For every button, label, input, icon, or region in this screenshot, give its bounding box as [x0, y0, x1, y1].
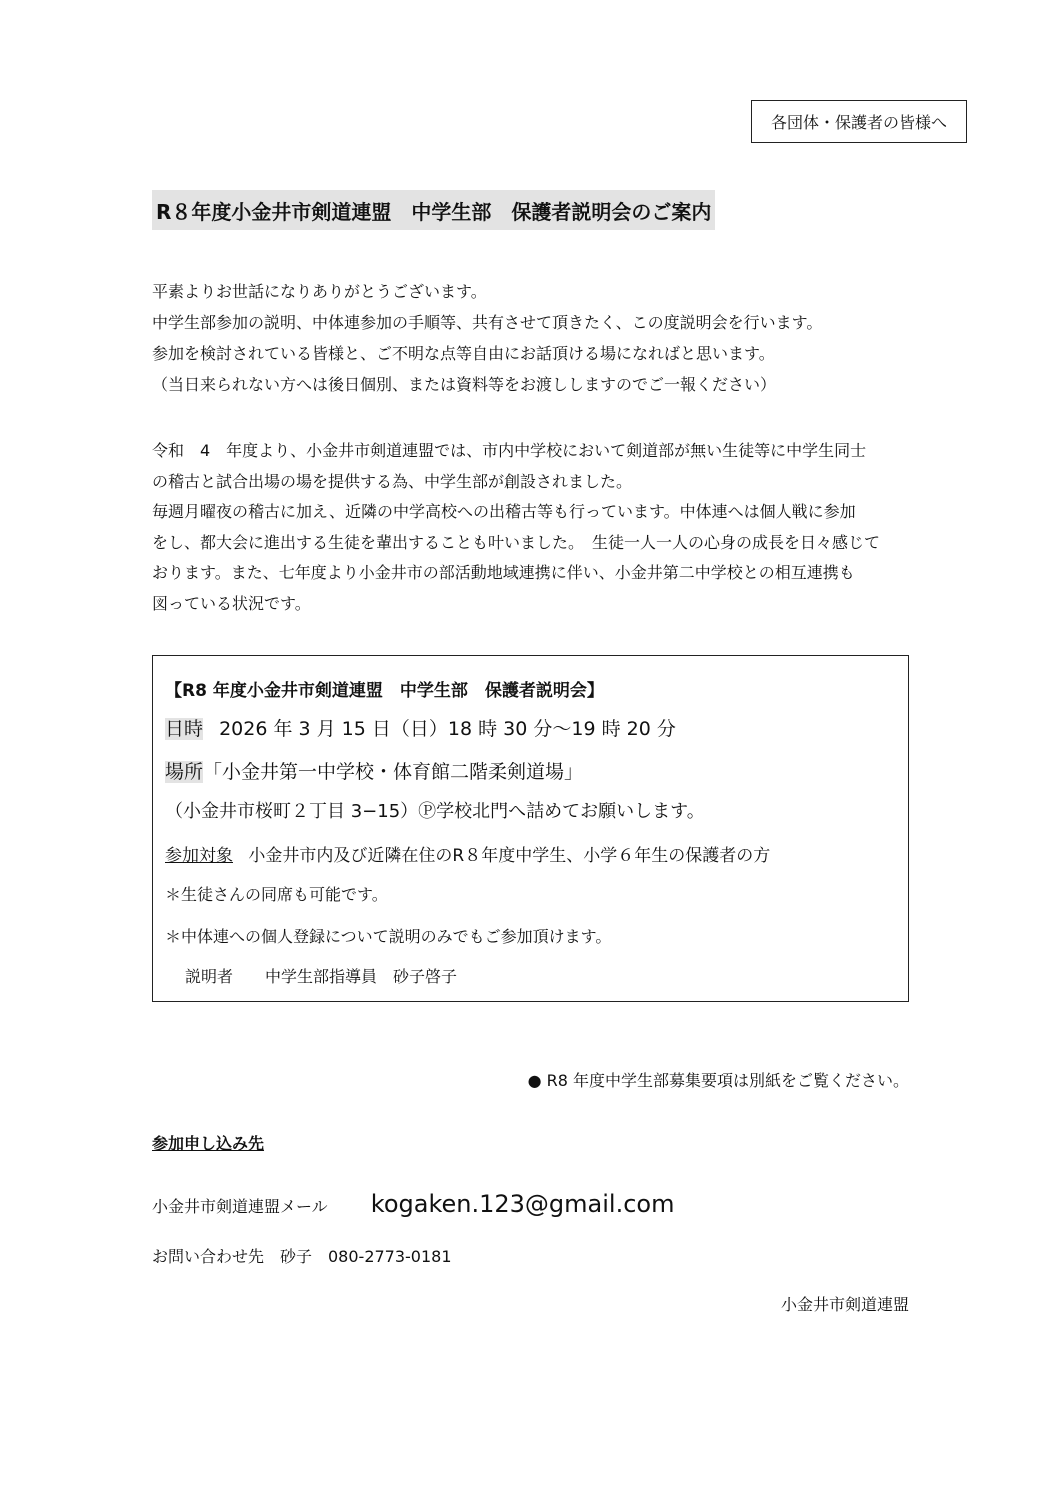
meeting-note: ＊中体連への個人登録について説明のみでもご参加頂けます。 [165, 927, 612, 946]
date-value: 2026 年 3 月 15 日（日）18 時 30 分～19 時 20 分 [219, 718, 676, 740]
email-row [152, 1190, 674, 1218]
place-label: 場所 [165, 761, 204, 783]
signature: 小金井市剣道連盟 [780, 1295, 909, 1314]
apply-heading: 参加申し込み先 [152, 1134, 265, 1153]
intro-line: （当日来られない方へは後日個別、または資料等をお渡ししますのでご一報ください） [152, 375, 777, 394]
background-line: 令和 4 年度より、小金井市剣道連盟では、市内中学校において剣道部が無い生徒等に中学生同士 [152, 441, 867, 460]
background-line: 毎週月曜夜の稽古に加え、近隣の中学高校への出稽古等も行っています。中体連へは個人戦に参加 [152, 502, 856, 521]
background-line: をし、都大会に進出する生徒を輩出することも叶いました。 生徒一人一人の心身の成長を日々感じて [152, 532, 881, 552]
intro-line: 参加を検討されている皆様と、ご不明な点等自由にお話頂ける場になればと思います。 [152, 344, 775, 363]
meeting-place-row [165, 757, 583, 784]
contact-line: お問い合わせ先 砂子 080-2773-0181 [152, 1247, 452, 1266]
background-line: おります。また、七年度より小金井市の部活動地域連携に伴い、小金井第二中学校との相互連携も [152, 563, 855, 582]
background-paragraph [152, 436, 912, 619]
page-title: R８年度小金井市剣道連盟 中学生部 保護者説明会のご案内 [152, 190, 715, 230]
meeting-date-row [165, 714, 676, 741]
meeting-info-box [152, 655, 909, 1002]
meeting-target-row [165, 841, 770, 866]
target-label: 参加対象 [165, 846, 233, 866]
meeting-note: ＊生徒さんの同席も可能です。 [165, 885, 388, 904]
background-line: の稽古と試合出場の場を提供する為、中学生部が創設されました。 [152, 471, 633, 491]
date-label: 日時 [165, 718, 204, 740]
recipient-label: 各団体・保護者の皆様へ [770, 113, 947, 132]
meeting-heading: 【R8 年度小金井市剣道連盟 中学生部 保護者説明会】 [165, 681, 604, 701]
intro-paragraph [152, 276, 912, 400]
intro-line: 平素よりお世話になりありがとうございます。 [152, 282, 487, 301]
place-value: 「小金井第一中学校・体育館二階柔剣道場」 [203, 761, 584, 783]
target-value: 小金井市内及び近隣在住のR８年度中学生、小学６年生の保護者の方 [248, 846, 771, 866]
background-line: 図っている状況です。 [152, 593, 311, 613]
recruit-note: ● R8 年度中学生部募集要項は別紙をご覧ください。 [527, 1071, 909, 1090]
email-label: 小金井市剣道連盟メール [152, 1197, 328, 1216]
meeting-address: （小金井市桜町２丁目 3−15）Ⓟ学校北門へ詰めてお願いします。 [165, 801, 705, 822]
intro-line: 中学生部参加の説明、中体連参加の手順等、共有させて頂きたく、この度説明会を行います。 [152, 313, 823, 332]
meeting-presenter: 説明者 中学生部指導員 砂子啓子 [185, 967, 458, 986]
recipient-box [751, 100, 967, 143]
email-link[interactable]: kogaken.123@gmail.com [370, 1190, 675, 1218]
